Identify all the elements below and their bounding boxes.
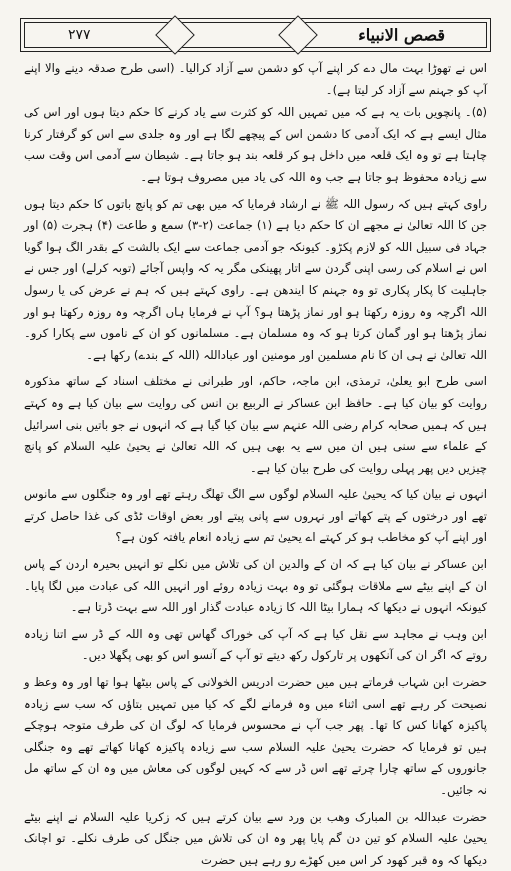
page-number: ۲۷۷ [60,27,99,43]
page-body [24,58,487,867]
paragraph-5: انہوں نے بیان کیا کہ یحییٰ علیہ السلام لوگوں سے الگ تھلگ رہتے تھے اور وہ جنگلوں سے مانوس تھے اور درختوں کے پتے کھاتے اور نہروں سے پانی پیتے اور بعض اوقات ٹڈی کی غذا حاصل کرتے اور اپنے آپ کو مخاطب ہو کر کہتے اے یحییٰ تم سے زیادہ انعام یافتہ کون ہے؟ [24,487,487,545]
paragraph-7: ابن وہب نے مجاہد سے نقل کیا ہے کہ آپ کی خوراک گھاس تھی وہ اللہ کے ڈر سے اتنا زیادہ روتے کہ اگر ان کی آنکھوں پر تارکول رکھ دیتے تو آپ کے آنسو اس کو بھی پگھلا دیں۔ [24,626,487,663]
book-title: قصص الانبیاء [348,26,455,45]
paragraph-2: (۵)۔ پانچویں بات یہ ہے کہ میں تمہیں اللہ کو کثرت سے یاد کرنے کا حکم دیتا ہوں اور اس کی مثال ایسے ہے کہ ایک آدمی کا دشمن اس کے پیچھے لگا ہے اور وہ جلدی سے اس کو گرفتار کرنا چاہتا ہے تو وہ ایک قلعہ میں داخل ہو کر قلعہ بند ہو جاتا ہے۔ شیطان سے آدمی اس وقت سب سے زیادہ محفوظ ہو جاتا ہے جب وہ اللہ کی یاد میں مصروف ہوتا ہے۔ [24,105,487,184]
paragraph-1: اس نے تھوڑا بہت مال دے کر اپنے آپ کو دشمن سے آزاد کرالیا۔ (اسی طرح صدقہ دینے والا اپنے آپ کو جہنم سے آزاد کر لیتا ہے)۔ [24,61,487,97]
paragraph-6: ابن عساکر نے بیان کیا ہے کہ ان کے والدین ان کی تلاش میں نکلے تو انہیں بحیرہ اردن کے پاس ان کے اپنے بیٹے سے ملاقات ہوگئی تو وہ بہت زیادہ روئے اور انہیں اللہ کی عبادت میں لگا پایا۔ کیونکہ انہوں نے دیکھا کہ ہمارا بیٹا اللہ کا زیادہ عبادت گذار اور اللہ سے بہت ڈرتا ہے۔ [24,557,487,615]
paragraph-3: راوی کہتے ہیں کہ رسول اللہ ﷺ نے ارشاد فرمایا کہ میں بھی تم کو پانچ باتوں کا حکم دیتا ہوں جن کا اللہ تعالیٰ نے مجھے ان کا حکم دیا ہے (۱) جماعت (۲-۳) سمع و طاعت (۴) ہجرت (۵) اور جہاد فی سبیل اللہ کو لازم پکڑو۔ کیونکہ جو آدمی جماعت سے ایک بالشت کے بقدر الگ ہوا گویا اس نے اسلام کی رسی اپنی گردن سے اتار پھینکی مگر یہ کہ واپس آجائے (توبہ کرلے) اور جس نے جاہلیت کا پکار پکاری تو وہ جہنم کا ایندھن ہے۔ راوی کہتے ہیں کہ ہم نے عرض کی یا رسول اللہ اگرچہ وہ روزہ رکھتا ہو اور نماز پڑھتا ہو؟ آپ نے فرمایا ہاں اگرچہ وہ روزہ رکھتا ہو اور نماز پڑھتا ہو اور گمان کرتا ہو کہ وہ مسلمان ہے۔ مسلمانوں کو ان کے ناموں سے پکارا کرو۔ اللہ تعالیٰ نے ہی ان کا نام مسلمین اور مومنین اور عباداللہ (اللہ کے بندے) رکھا ہے۔ [24,196,487,362]
paragraph-4: اسی طرح ابو یعلیٰ، ترمذی، ابن ماجہ، حاکم، اور طبرانی نے مختلف اسناد کے ساتھ مذکورہ روایت کو بیان کیا ہے۔ حافظ ابن عساکر نے الربیع بن انس کی روایت سے بیان کیا ہے وہ کہتے ہیں کہ ہمیں صحابہ کرام رضی اللہ عنہم سے بیان کیا گیا ہے کہ انہوں نے جو باتیں بنی اسرائیل کے علماء سے سنی ہیں ان میں سے یہ بھی ہیں کہ اللہ تعالیٰ نے یحییٰ علیہ السلام کو پانچ چیزیں دیں پھر پہلی روایت کی طرح بیان کیا ہے۔ [24,374,487,475]
page-header [20,18,491,52]
paragraph-9: حضرت عبداللہ بن المبارک وھب بن ورد سے بیان کرتے ہیں کہ زکریا علیہ السلام نے اپنے بیٹے یحییٰ علیہ السلام کو تین دن گم پایا پھر وہ ان کی تلاش میں جنگل کی طرف نکلے۔ تو اچانک دیکھا کہ وہ قبر کھود کر اس میں کھڑے رو رہے ہیں حضرت [24,809,487,867]
paragraph-8: حضرت ابن شہاب فرماتے ہیں میں حضرت ادریس الخولانی کے پاس بیٹھا ہوا تھا اور وہ وعظ و نصیحت کر رہے تھے اسی اثناء میں وہ فرمانے لگے کہ کیا میں تمہیں بتاؤں کہ سب سے زیادہ پاکیزہ کھانا کس کا تھا۔ پھر جب آپ نے محسوس فرمایا کہ لوگ ان کی طرف متوجہ ہوچکے ہیں تو فرمایا کہ حضرت یحییٰ علیہ السلام سب سے زیادہ پاکیزہ کھانا کھاتے تھے وہ جنگلی جانوروں کے ساتھ چارا چرتے تھے اس ڈر سے کہ کہیں لوگوں کی معاش میں وہ ان کے ساتھ مل نہ جائیں۔ [24,675,487,797]
